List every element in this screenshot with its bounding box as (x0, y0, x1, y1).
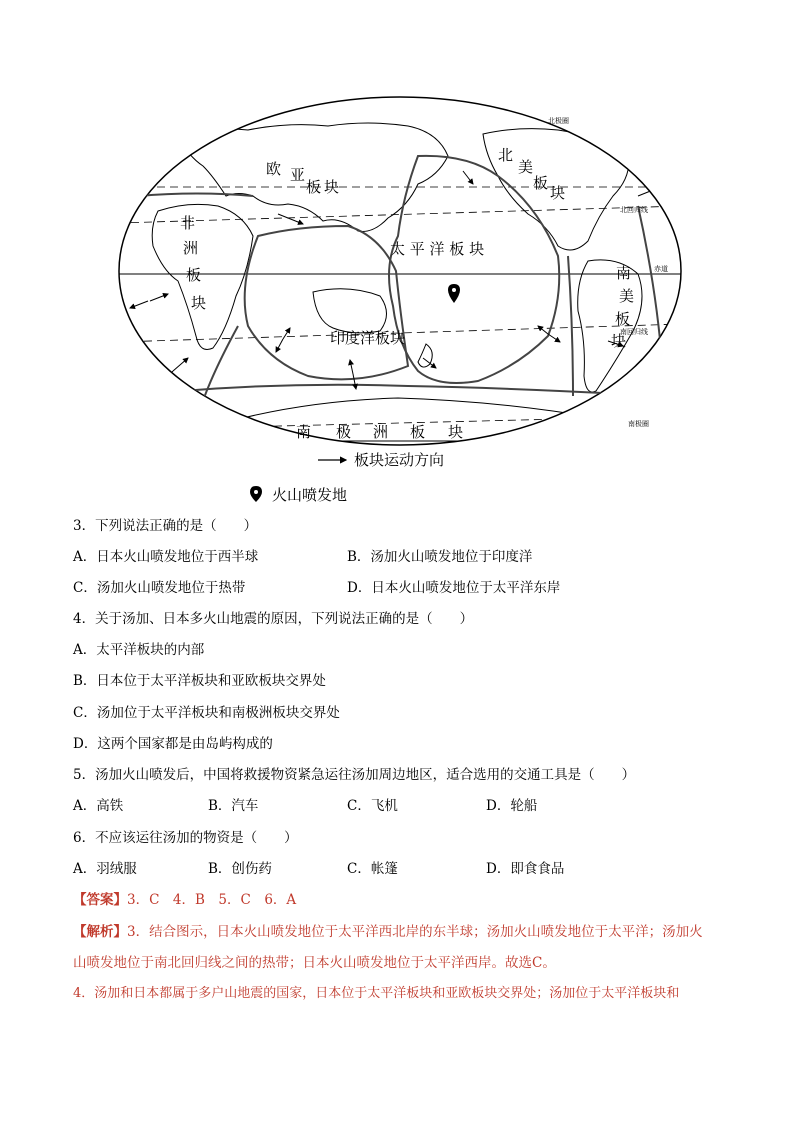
question-5-option-d: D．轮船 (486, 798, 538, 814)
eurasian-plate-label-2: 亚 (290, 166, 306, 184)
question-4-option-a: A．太平洋板块的内部 (73, 642, 205, 658)
question-6-option-d: D．即食食品 (486, 861, 565, 877)
question-4-stem: 4．关于汤加、日本多火山地震的原因，下列说法正确的是（ ） (73, 611, 474, 627)
answer-line (73, 891, 296, 909)
antarctic-plate-label-1: 南 (296, 423, 312, 441)
eurasian-plate-label-4: 块 (324, 178, 340, 196)
analysis-line-3: 4．汤加和日本都属于多户山地震的国家，日本位于太平洋板块和亚欧板块交界处；汤加位于太平洋板块和 (73, 986, 680, 1001)
antarctic-plate-label-3: 洲 (373, 423, 389, 441)
antarctic-circle-label: 南极圈 (628, 420, 649, 428)
question-4-option-b: B．日本位于太平洋板块和亚欧板块交界处 (73, 673, 326, 689)
indian-ocean-plate-label: 印度洋板块 (330, 329, 406, 347)
african-plate-label-3: 板 (186, 266, 202, 284)
tropic-capricorn-label: 南回归线 (620, 328, 648, 336)
question-4-option-d: D．这两个国家都是由岛屿构成的 (73, 736, 273, 752)
african-plate-label-4: 块 (191, 294, 207, 312)
plate-map (118, 96, 682, 484)
north-american-plate-label-3: 板 (533, 174, 549, 192)
question-3-stem: 3．下列说法正确的是（ ） (73, 518, 258, 534)
legend-volcano (250, 484, 347, 504)
legend-plate-movement (318, 451, 444, 469)
question-3-option-a: A．日本火山喷发地位于西半球 (73, 549, 259, 565)
answer-tag: 【答案】 (73, 892, 127, 908)
question-3-option-c: C．汤加火山喷发地位于热带 (73, 580, 246, 596)
question-4-option-c: C．汤加位于太平洋板块和南极洲板块交界处 (73, 705, 340, 721)
question-5-stem: 5．汤加火山喷发后，中国将救援物资紧急运往汤加周边地区，适合选用的交通工具是（ ） (73, 767, 636, 783)
equator-label: 赤道 (654, 265, 668, 273)
question-5-option-a: A．高铁 (73, 798, 124, 814)
north-american-plate-label-1: 北 (498, 146, 514, 164)
african-plate-label-2: 洲 (183, 239, 199, 257)
arctic-circle-label: 北极圈 (548, 117, 569, 125)
question-6-stem: 6．不应该运往汤加的物资是（ ） (73, 830, 298, 846)
north-american-plate-label-4: 块 (550, 184, 566, 202)
question-5-option-c: C．飞机 (347, 798, 398, 814)
tropic-cancer-label: 北回归线 (620, 206, 648, 214)
question-6-option-b: B．创伤药 (208, 861, 272, 877)
antarctic-plate-label-2: 极 (336, 423, 352, 441)
antarctic-plate-label-4: 板 (410, 423, 426, 441)
analysis-tag: 【解析】 (73, 924, 127, 940)
answer-text: 3．C 4．B 5．C 6．A (127, 892, 297, 908)
plate-map-figure (118, 96, 682, 484)
north-american-plate-label-2: 美 (518, 158, 534, 176)
south-american-plate-label-4: 块 (611, 332, 627, 350)
legend-volcano-label: 火山喷发地 (272, 485, 348, 504)
analysis-line-1 (73, 923, 703, 941)
eurasian-plate-label-1: 欧 (266, 160, 282, 178)
south-american-plate-label-1: 南 (616, 264, 632, 282)
african-plate-label-1: 非 (180, 214, 196, 232)
question-3-option-b: B．汤加火山喷发地位于印度洋 (347, 549, 533, 565)
analysis-line-2: 山喷发地位于南北回归线之间的热带；日本火山喷发地位于太平洋西岸。故选C。 (73, 955, 556, 971)
question-6-option-a: A．羽绒服 (73, 861, 137, 877)
pacific-plate-label: 太 平 洋 板 块 (390, 240, 485, 258)
eurasian-plate-label-3: 板 (306, 178, 322, 196)
legend-movement-label: 板块运动方向 (354, 451, 445, 469)
antarctic-plate-label-5: 块 (448, 423, 464, 441)
volcano-marker-icon (250, 486, 262, 502)
south-american-plate-label-2: 美 (619, 287, 635, 305)
question-3-option-d: D．日本火山喷发地位于太平洋东岸 (347, 580, 561, 596)
question-5-option-b: B．汽车 (208, 798, 259, 814)
question-6-option-c: C．帐篷 (347, 861, 398, 877)
south-american-plate-label-3: 板 (615, 310, 631, 328)
analysis-text-1: 3．结合图示，日本火山喷发地位于太平洋西北岸的东半球；汤加火山喷发地位于太平洋；汤加火 (127, 924, 703, 940)
